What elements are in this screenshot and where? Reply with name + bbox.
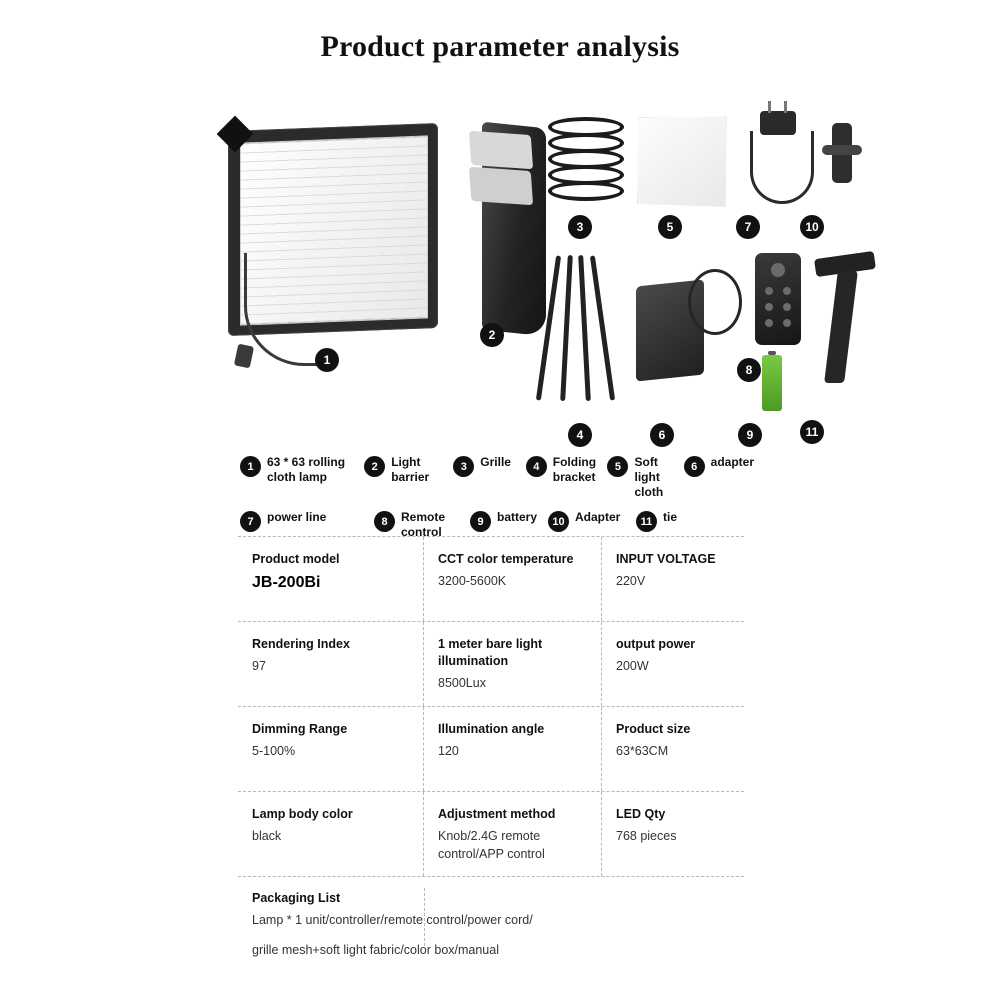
legend-number: 7: [240, 511, 261, 532]
legend-item-5: [607, 455, 677, 500]
legend-item-7: [240, 510, 368, 532]
table-row: [238, 621, 744, 706]
spec-label: Product size: [616, 722, 691, 736]
legend-label: power line: [267, 510, 327, 524]
bracket-rod-3: [578, 255, 591, 401]
legend-item-3: [453, 455, 519, 477]
photo-badge-10: 10: [800, 215, 824, 239]
spec-label: Rendering Index: [252, 637, 350, 651]
product-photo-area: [150, 105, 870, 445]
spec-value: Knob/2.4G remote control/APP control: [438, 829, 545, 861]
spec-cell-lamp-body-color: [238, 792, 424, 876]
spec-value: 3200-5600K: [438, 574, 507, 588]
table-row: [238, 791, 744, 876]
photo-badge-4: 4: [568, 423, 592, 447]
spec-label: LED Qty: [616, 807, 666, 821]
legend-number: 1: [240, 456, 261, 477]
spec-label: CCT color temperature: [438, 552, 574, 566]
legend-item-9: [470, 510, 542, 532]
photo-badge-2: 2: [480, 323, 504, 347]
legend-label: Light barrier: [391, 455, 430, 484]
clamp-knob-icon: [822, 145, 862, 155]
panel-power-cord: [244, 253, 325, 366]
product-part-battery: [762, 355, 782, 411]
table-row: [238, 536, 744, 621]
spec-value: 63*63CM: [616, 744, 669, 758]
product-part-rolling-cloth-lamp: [228, 127, 438, 332]
legend-label: Folding bracket: [552, 455, 597, 484]
spec-label: 1 meter bare light illumination: [438, 637, 543, 668]
product-part-adapter: [630, 265, 740, 400]
photo-badge-8: 8: [737, 358, 761, 382]
packaging-list-section: [238, 876, 744, 975]
spec-cell-adjustment-method: [424, 792, 602, 876]
legend-label: battery: [497, 510, 538, 524]
spec-cell-product-size: [602, 707, 744, 791]
legend-label: Remote control: [401, 510, 446, 539]
adapter-cable: [688, 269, 742, 335]
spec-cell-input-voltage: [602, 537, 744, 621]
product-part-clamp-adapter: [822, 123, 866, 195]
legend-number: 6: [684, 456, 705, 477]
bracket-rod-4: [590, 255, 615, 400]
spec-cell-illumination: [424, 622, 602, 706]
light-barrier-flap: [469, 131, 533, 170]
specification-table: [238, 536, 744, 975]
legend-item-4: [526, 455, 602, 485]
product-part-remote-control: [755, 253, 801, 345]
legend-item-2: [364, 455, 447, 485]
packaging-divider: [424, 888, 426, 946]
legend-label: adapter: [710, 455, 755, 469]
spec-cell-illumination-angle: [424, 707, 602, 791]
page-title: Product parameter analysis: [320, 30, 680, 63]
product-part-grille: [548, 117, 618, 203]
legend-number: 10: [548, 511, 569, 532]
spec-label: Product model: [252, 552, 340, 566]
legend-item-10: [548, 510, 630, 532]
legend-number: 9: [470, 511, 491, 532]
spec-value: 200W: [616, 659, 649, 673]
legend-label: 63 * 63 rolling cloth lamp: [267, 455, 346, 484]
photo-badge-1: 1: [315, 348, 339, 372]
spec-label: Lamp body color: [252, 807, 353, 821]
spec-value: 8500Lux: [438, 676, 486, 690]
product-part-soft-light-cloth: [633, 113, 732, 212]
legend-label: tie: [663, 510, 678, 524]
spec-value: 120: [438, 744, 459, 758]
legend-number: 4: [526, 456, 547, 477]
panel-plug-icon: [234, 344, 254, 369]
spec-value: 5-100%: [252, 744, 296, 758]
legend-item-1: [240, 455, 358, 485]
spec-label: Dimming Range: [252, 722, 348, 736]
spec-value: 768 pieces: [616, 829, 677, 843]
legend-item-6: [684, 455, 754, 477]
legend-number: 3: [453, 456, 474, 477]
legend-number: 5: [607, 456, 628, 477]
photo-badge-3: 3: [568, 215, 592, 239]
photo-badge-9: 9: [738, 423, 762, 447]
packaging-list-title: Packaging List: [252, 891, 341, 905]
spec-cell-cct: [424, 537, 602, 621]
photo-badge-5: 5: [658, 215, 682, 239]
product-part-folding-bracket: [542, 255, 622, 405]
spec-cell-dimming-range: [238, 707, 424, 791]
legend-item-11: [636, 510, 712, 532]
spec-value: JB-200Bi: [252, 574, 321, 591]
spec-cell-led-qty: [602, 792, 744, 876]
spec-cell-output-power: [602, 622, 744, 706]
photo-badge-11: 11: [800, 420, 824, 444]
spec-value: black: [252, 829, 282, 843]
legend-number: 8: [374, 511, 395, 532]
spec-value: 97: [252, 659, 266, 673]
legend-row: [240, 455, 760, 500]
packaging-list-line-2: grille mesh+soft light fabric/color box/manual: [252, 943, 499, 957]
spec-label: output power: [616, 637, 696, 651]
photo-badge-7: 7: [736, 215, 760, 239]
spec-cell-rendering-index: [238, 622, 424, 706]
legend-number: 11: [636, 511, 657, 532]
spec-value: 220V: [616, 574, 646, 588]
light-barrier-flap-2: [469, 167, 533, 206]
power-cable: [750, 131, 814, 204]
legend-label: Grille: [480, 455, 511, 469]
tie-tail: [824, 271, 858, 383]
product-part-power-line: [740, 111, 820, 206]
spec-cell-product-model: [238, 537, 424, 621]
bracket-rod-2: [560, 255, 573, 401]
grille-coil-5: [548, 181, 624, 201]
product-part-tie: [815, 255, 877, 395]
spec-label: INPUT VOLTAGE: [616, 552, 716, 566]
legend-number: 2: [364, 456, 385, 477]
table-row: [238, 706, 744, 791]
photo-badge-6: 6: [650, 423, 674, 447]
legend-label: Soft light cloth: [634, 455, 664, 499]
spec-label: Illumination angle: [438, 722, 545, 736]
legend-label: Adapter: [575, 510, 621, 524]
spec-label: Adjustment method: [438, 807, 556, 821]
packaging-list-line-1: Lamp * 1 unit/controller/remote control/power cord/: [252, 913, 533, 927]
